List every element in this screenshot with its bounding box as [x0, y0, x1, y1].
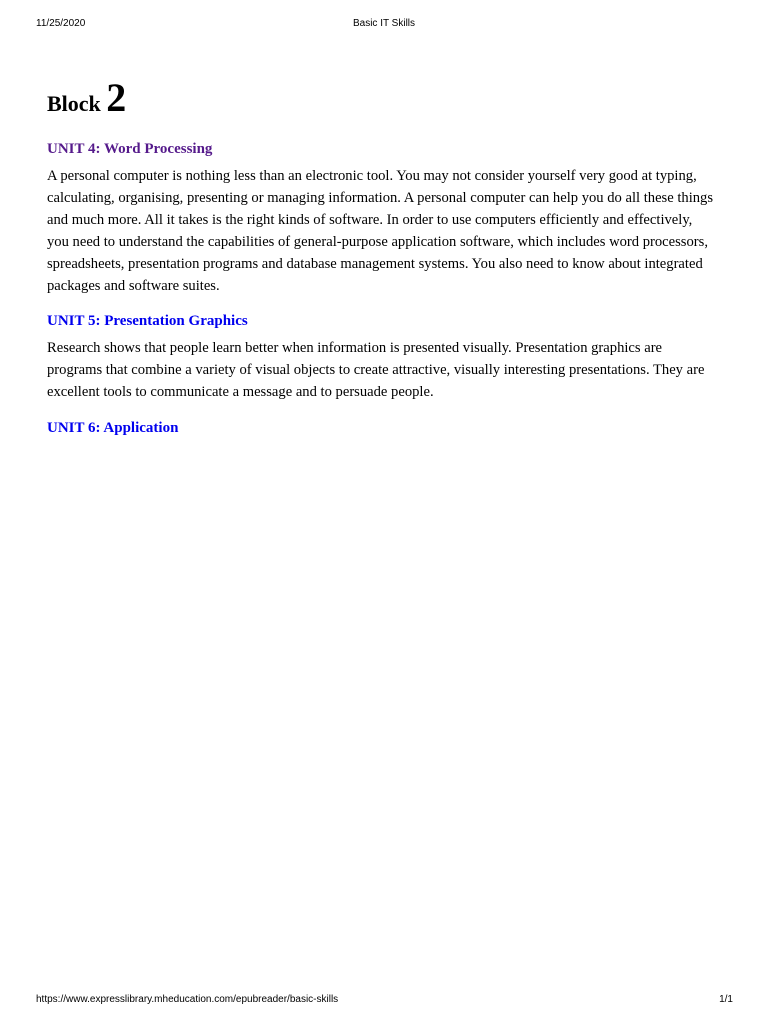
block-label: Block — [47, 91, 101, 116]
unit-5-description: Research shows that people learn better when information is presented visually. Presentation graphics are programs that combine a variety of visual objects to create attractive, visually interesting presentations. They are excellent tools to communicate a message and to persuade people. — [47, 340, 705, 400]
print-date: 11/25/2020 — [36, 18, 86, 29]
unit-4-description: A personal computer is nothing less than an electronic tool. You may not consider yourself very good at typing, calculating, organising, presenting or managing information. A personal computer can help you do all these things and much more. All it takes is the right kinds of software. In order to use computers efficiently and effectively, you need to understand the capabilities of general-purpose application software, which includes word processors, spreadsheets, presentation programs and database management systems. You also need to know about integrated packages and software suites. — [47, 168, 714, 294]
page-url: https://www.expresslibrary.mheducation.com/epubreader/basic-skills — [36, 994, 339, 1005]
block-number: 2 — [106, 75, 127, 120]
print-footer — [0, 993, 768, 1007]
print-header — [0, 17, 768, 31]
page-content — [47, 75, 717, 438]
block-heading — [47, 75, 717, 120]
unit-6-link[interactable]: UNIT 6: Application — [47, 420, 179, 436]
unit-section-4 — [47, 139, 717, 297]
unit-section-6 — [47, 418, 717, 438]
page-number: 1/1 — [719, 994, 733, 1005]
unit-5-link[interactable]: UNIT 5: Presentation Graphics — [47, 313, 248, 329]
unit-section-5 — [47, 311, 717, 403]
unit-4-link[interactable]: UNIT 4: Word Processing — [47, 141, 213, 157]
print-title: Basic IT Skills — [352, 18, 416, 29]
